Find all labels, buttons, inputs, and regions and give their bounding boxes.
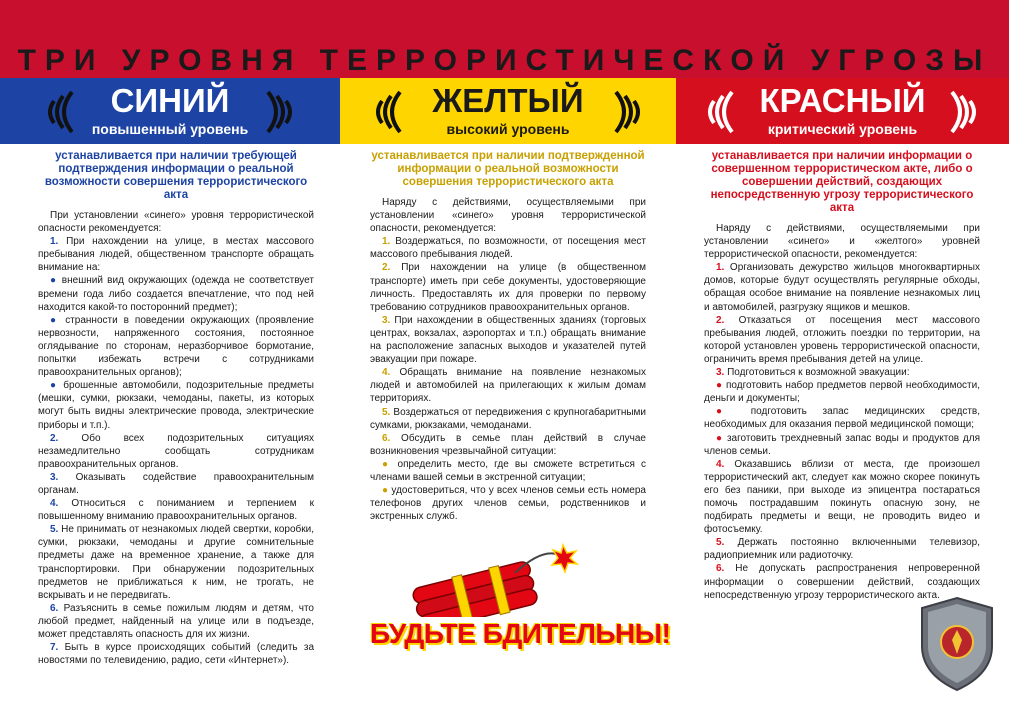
item-text: Разъяснить в семье пожилым людям и детям, что любой предмет, найденный на улице или в подъезде, может представлять опасность для их жизни. (38, 602, 314, 640)
signal-waves-right-icon (612, 86, 646, 138)
bullet-item (704, 405, 980, 431)
bullet-icon: ● (716, 406, 735, 418)
list-item (38, 432, 314, 471)
list-item (370, 235, 646, 261)
item-text: Подготовиться к возможной эвакуации: (724, 367, 910, 379)
bullet-icon: ● (716, 380, 723, 392)
item-text: Быть в курсе происходящих событий (следить за новостями по телевидению, радио, сети «Интернет»). (38, 642, 314, 667)
blue-level-column (38, 150, 314, 667)
list-item (370, 366, 646, 405)
item-text: странности в поведении окружающих (проявление нервозности, напряженного состояния, постоянное оглядывание по сторонам, неразборчивое бормотание, попытки избежать встречи с сотрудниками правоохранительных органов); (38, 314, 314, 379)
item-number: 1. (382, 236, 391, 248)
list-item (704, 261, 980, 313)
list-item (38, 497, 314, 523)
item-text: При нахождении на улице, в местах массового пребывания людей, общественном транспорте обращать внимание на: (38, 236, 314, 274)
yellow-intro: Наряду с действиями, осуществляемыми при установлении «синего» уровня террористической опасности, рекомендуется: (370, 197, 646, 235)
yellow-lead-text: устанавливается при наличии подтвержденной информации о реальной возможности совершения террористического акта (371, 150, 645, 188)
red-lead-text: устанавливается при наличии информации о совершенном террористическом акте, либо о совершении действий, создающих непосредственную угрозу террористического акта (710, 150, 974, 214)
item-number: 2. (716, 314, 725, 326)
bullet-item (38, 274, 314, 313)
bullet-icon: ● (50, 314, 60, 326)
item-number: 4. (382, 367, 391, 379)
list-item (38, 602, 314, 641)
item-text: Отказаться от посещения мест массового пребывания людей, отложить поездки по территории, на которой установлен уровень террористической опасности, ограничить время пребывания детей на улице. (704, 314, 980, 365)
item-text: заготовить трехдневный запас воды и продуктов для членов семьи. (704, 432, 980, 457)
page-title: ТРИ УРОВНЯ ТЕРРОРИСТИЧЕСКОЙ УГРОЗЫ (17, 44, 992, 77)
bullet-item (38, 379, 314, 431)
shield-emblem-icon (918, 596, 996, 692)
item-text: Обо всех подозрительных ситуациях незамедлительно сообщать сотрудникам правоохранительных органов. (38, 432, 314, 470)
red-level-band (676, 78, 1009, 144)
list-item (38, 235, 314, 274)
blue-lead-text: устанавливается при наличии требующей подтверждения информации о реальной возможности совершения террористического акта (44, 150, 308, 201)
item-text: удостовериться, что у всех членов семьи есть номера телефонов других членов семьи, родственников и экстренных служб. (370, 485, 646, 523)
item-text: При нахождении в общественных зданиях (торговых центрах, вокзалах, аэропортах и т.п.) обращать внимание на расположение запасных выходов и указателей путей эвакуации при пожаре. (370, 314, 646, 366)
bullet-item (370, 458, 646, 484)
item-text: При нахождении на улице (в общественном транспорте) иметь при себе документы, удостоверяющие личность. Предоставлять их для проверки по первому требованию сотрудников правоохранительных органов. (370, 262, 646, 313)
red-level-subtitle: критический уровень (767, 121, 918, 137)
list-item (704, 314, 980, 366)
item-text: внешний вид окружающих (одежда не соответствует времени года либо создается впечатление, что под ней находится какой-то посторонний предмет); (38, 275, 314, 313)
slogan-text: БУДЬТЕ БДИТЕЛЬНЫ! (370, 618, 671, 649)
item-number: 5. (382, 406, 391, 418)
blue-level-name: СИНИЙ (110, 82, 230, 119)
item-text: Организовать дежурство жильцов многоквартирных домов, которые будут осуществлять регулярные обходы, обращая особое внимание на появление незнакомых лиц и автомобилей, разгрузку ящиков и мешков. (704, 262, 980, 313)
yellow-level-subtitle: высокий уровень (446, 121, 570, 137)
item-number: 6. (50, 602, 59, 614)
item-text: Не допускать распространения непроверенной информации о совершении действий, создающих непосредственную угрозу террористического акта. (704, 563, 980, 601)
bullet-icon: ● (382, 458, 392, 470)
item-text: Обсудить в семье план действий в случае возникновения чрезвычайной ситуации: (370, 432, 646, 457)
bullet-item (704, 379, 980, 405)
item-text: Воздержаться от передвижения с крупногабаритными сумками, рюкзаками, чемоданами. (370, 406, 646, 431)
item-number: 5. (50, 524, 59, 536)
item-number: 2. (50, 432, 59, 444)
item-text: Обращать внимание на появление незнакомых людей и автомобилей на прилегающих к жилым домам территориях. (370, 367, 646, 405)
list-item (704, 366, 980, 379)
blue-intro: При установлении «синего» уровня террористической опасности рекомендуется: (38, 210, 314, 235)
bullet-icon: ● (716, 432, 724, 444)
item-number: 4. (50, 498, 59, 510)
list-item (704, 536, 980, 562)
item-number: 1. (50, 236, 59, 248)
dynamite-icon (395, 535, 595, 617)
yellow-level-name: ЖЕЛТЫЙ (432, 82, 584, 119)
list-item (370, 314, 646, 366)
list-item (704, 458, 980, 537)
list-item (38, 641, 314, 667)
item-text: брошенные автомобили, подозрительные предметы (мешки, сумки, рюкзаки, чемоданы, пакеты, из которых могут быть видны электрические провода, электрические приборы и т.п.). (38, 380, 314, 431)
bullet-item (704, 432, 980, 458)
item-number: 7. (50, 642, 59, 654)
item-number: 4. (716, 458, 725, 470)
item-text: Относиться с пониманием и терпением к повышенному вниманию правоохранительных органов. (38, 498, 314, 523)
item-text: определить место, где вы сможете встретиться с членами вашей семьи в экстренной ситуации; (370, 458, 646, 483)
item-number: 2. (382, 262, 391, 274)
list-item (370, 261, 646, 313)
list-item (38, 471, 314, 497)
item-number: 1. (716, 262, 725, 274)
blue-level-band (0, 78, 340, 144)
item-text: Оказавшись вблизи от места, где произошел террористический акт, следует как можно скорее покинуть его без паники, при выходе из эпицентра постараться помочь пострадавшим покинуть опасную зону, не подбирать предметы и вещи, не проводить видео и фотосъемку. (704, 458, 980, 536)
item-number: 3. (382, 314, 391, 326)
item-text: Не принимать от незнакомых людей свертки, коробки, сумки, рюкзаки, чемоданы и другие сомнительные предметы даже на временное хранение, а также для транспортировки. При обнаружении подозрительных предметов не приближаться к ним, не трогать, не вскрывать и не передвигать. (38, 524, 314, 601)
list-item (38, 523, 314, 602)
blue-level-subtitle: повышенный уровень (91, 121, 249, 137)
red-intro: Наряду с действиями, осуществляемыми при установлении «синего» и «желтого» уровней террористической опасности, рекомендуется: (704, 223, 980, 261)
signal-waves-right-icon (264, 86, 298, 138)
yellow-level-column (370, 150, 646, 523)
item-text: Воздержаться, по возможности, от посещения мест массового пребывания людей. (370, 236, 646, 261)
item-number: 6. (716, 563, 725, 575)
signal-waves-right-icon (948, 86, 982, 138)
item-text: Держать постоянно включенными телевизор, радиоприемник или радиоточку. (704, 537, 980, 562)
list-item (370, 432, 646, 458)
item-number: 6. (382, 432, 391, 444)
bullet-icon: ● (50, 275, 58, 287)
item-text: Оказывать содействие правоохранительным органам. (38, 471, 314, 496)
list-item (370, 406, 646, 432)
item-text: подготовить запас медицинских средств, необходимых для оказания первой медицинской помощи; (704, 406, 980, 431)
bullet-icon: ● (50, 380, 59, 392)
item-text: подготовить набор предметов первой необходимости, деньги и документы; (704, 380, 980, 405)
bullet-icon: ● (382, 485, 389, 497)
red-level-name: КРАСНЫЙ (759, 82, 926, 119)
item-number: 3. (50, 471, 59, 483)
item-number: 5. (716, 537, 725, 549)
bullet-item (370, 484, 646, 523)
bullet-item (38, 314, 314, 379)
item-number: 3. (716, 367, 725, 379)
yellow-level-band (340, 78, 676, 144)
red-level-column (704, 150, 980, 602)
